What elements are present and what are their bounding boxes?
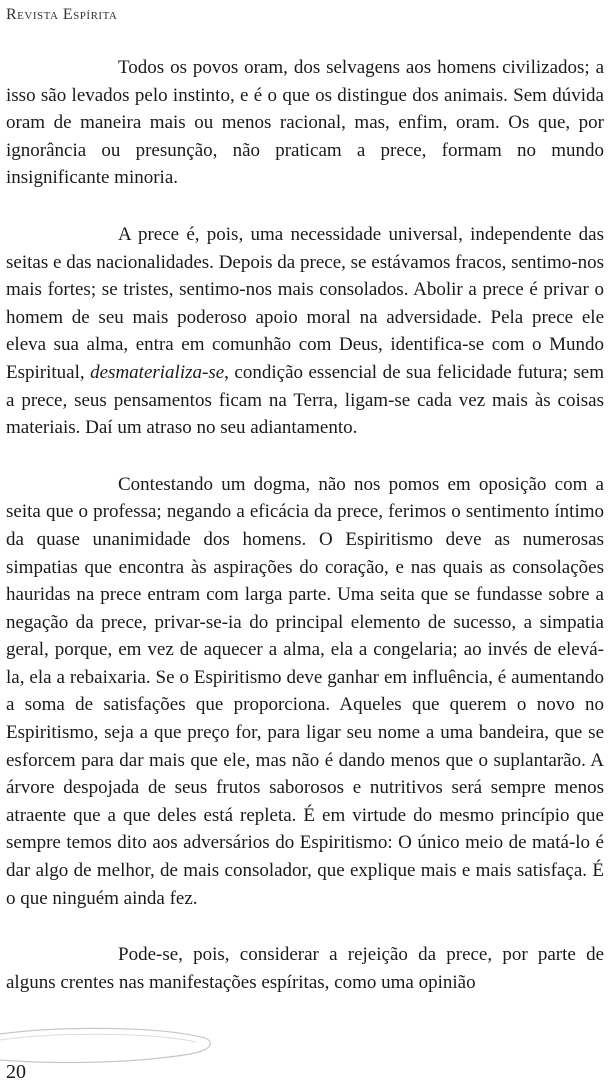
footer-swoosh-ornament (0, 1020, 240, 1070)
paragraph-1: Todos os povos oram, dos selvagens aos homens civilizados; a isso são levados pelo instinto, e é o que os distingue dos animais. Sem dúvida oram de maneira mais ou menos racional, mas, enfim, oram. Os que, por ignorância ou presunção, não praticam a prece, formam no mundo insignificante minoria. (6, 57, 604, 189)
page-number: 20 (6, 1061, 26, 1083)
page-body (6, 54, 604, 1025)
paragraph-2-italic: desmaterializa-se (90, 361, 225, 383)
paragraph-2-before: A prece é, pois, uma necessidade universal, independente das seitas e das nacionalidades. Depois da prece, se estávamos fracos, sentimo-nos mais fortes; se tristes, sentimo-nos mais consolados. Abolir a prece é privar o homem de seu mais poderoso apoio moral na adversidade. Pela prece ele eleva sua alma, entra em comunhão com Deus, identifica-se com o Mundo Espiritual, (6, 223, 604, 383)
paragraph-4: Pode-se, pois, considerar a rejeição da prece, por parte de alguns crentes nas manifestações espíritas, como uma opinião (6, 944, 604, 993)
paragraph-2 (6, 221, 604, 442)
paragraph-2-after: , condição essencial de sua felicidade futura; sem a prece, seus pensamentos ficam na Terra, ligam-se cada vez mais às coisas materiais. Daí um atraso no seu adiantamento. (6, 361, 604, 439)
running-head: Revista Espírita (6, 6, 118, 23)
paragraph-3: Contestando um dogma, não nos pomos em oposição com a seita que o professa; negando a eficácia da prece, ferimos o sentimento íntimo da quase unanimidade dos homens. O Espiritismo deve as numerosas simpatias que encontra às aspirações do coração, e nas quais as consolações hauridas na prece entram com larga parte. Uma seita que se fundasse sobre a negação da prece, privar-se-ia do principal elemento de sucesso, a simpatia geral, porque, em vez de aquecer a alma, ela a congelaria; ao invés de elevá-la, ela a rebaixaria. Se o Espiritismo deve ganhar em influência, é aumentando a soma de satisfações que proporciona. Aqueles que querem o novo no Espiritismo, seja a que preço for, para ligar seu nome a uma bandeira, que se esforcem para dar mais que ele, mas não é dando menos que o suplantarão. A árvore despojada de seus frutos saborosos e nutritivos será sempre menos atraente que a que deles está repleta. É em virtude do mesmo princípio que sempre temos dito aos adversários do Espiritismo: O único meio de matá-lo é dar algo de melhor, de mais consolador, que explique mais e mais satisfaça. É o que ninguém ainda fez. (6, 473, 604, 909)
